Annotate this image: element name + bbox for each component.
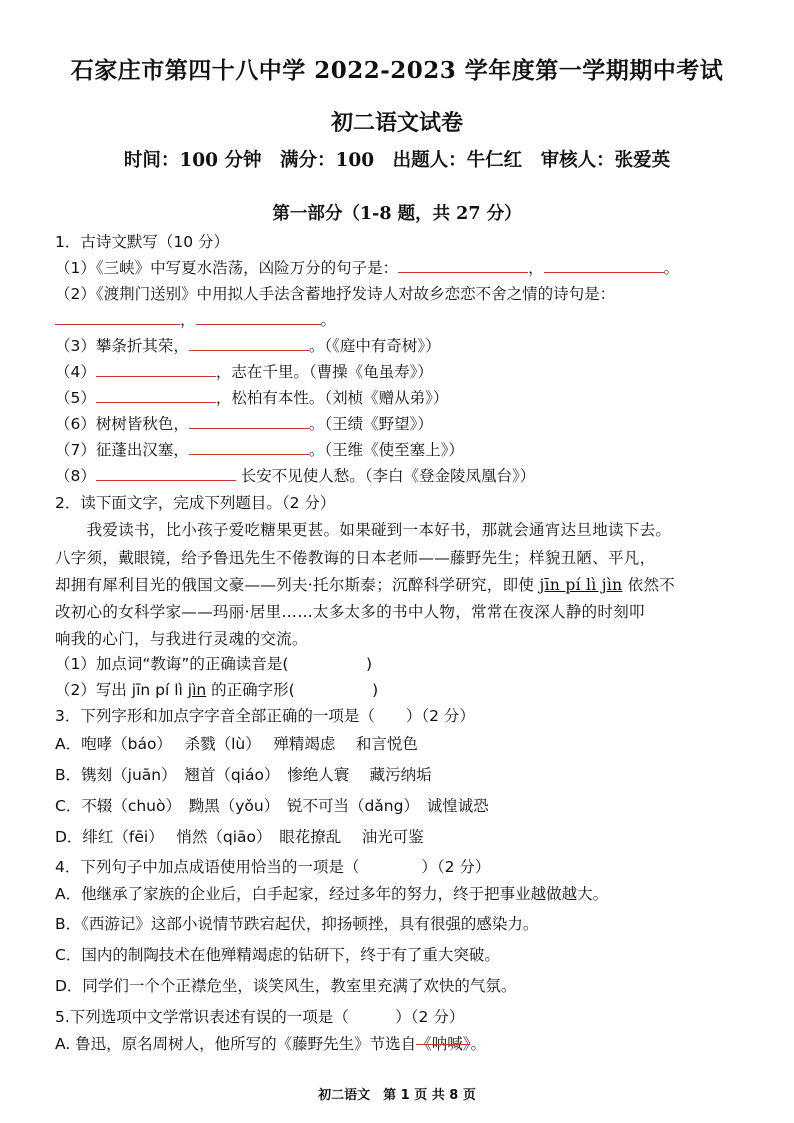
q2-passage-line-1: 我爱读书，比小孩子爱吃糖果更甚。如果碰到一本好书，那就会通宵达旦地读下去。 [55,521,672,539]
q4-option-a[interactable]: A．他继承了家族的企业后，白手起家，经过多年的努力，终于把事业越做越大。 [55,885,609,903]
answer-blank[interactable] [196,311,321,325]
q4-option-c[interactable]: C．国内的制陶技术在他殚精竭虑的钻研下，终于有了重大突破。 [55,946,500,964]
q2-passage-line-4: 改初心的女科学家——玛丽·居里……太多太多的书中人物，常常在夜深人静的时刻叩 [55,603,645,621]
q1-item-1-text: （1）《三峡》中写夏水浩荡，凶险万分的句子是： [55,259,399,277]
q2-passage-line-3 [55,573,675,595]
q1-item-8-num: （8） [55,467,96,485]
answer-blank[interactable] [544,259,664,273]
q1-item-6-text: （6）树树皆秋色， [55,415,189,433]
q1-item-7 [55,438,464,460]
q5-heading: 5.下列选项中文学常识表述有误的一项是（ ）（2 分） [55,1008,465,1026]
q2-sub-2 [55,678,378,700]
exam-meta: 时间：100 分钟 满分：100 出题人：牛仁红 审核人：张爱英 [123,150,671,171]
q1-item-5-num: （5） [55,389,96,407]
q1-item-7-text: （7）征蓬出汉塞， [55,441,189,459]
answer-blank[interactable] [398,259,528,273]
struck-book-title: 《呐喊》 [416,1035,471,1053]
q1-item-5-text: ，松柏有本性。（刘桢《赠从弟》） [215,389,449,407]
answer-blank[interactable] [189,415,309,429]
answer-blank[interactable] [189,337,309,351]
punct: ， [528,259,544,277]
pinyin-underlined: jīn pí lì jìn [539,576,623,594]
q2-passage-line-2: 八字须，戴眼镜，给予鲁迅先生不倦教诲的日本老师——藤野先生；样貌丑陋、平凡， [55,549,656,567]
passage-text: 却拥有犀利目光的俄国文豪——列夫·托尔斯泰；沉醉科学研究，即使 [55,576,540,594]
q1-heading: 1．古诗文默写（10 分） [55,233,230,251]
q3-heading: 3．下列字形和加点字字音全部正确的一项是（ ）（2 分） [55,707,475,725]
q5-option-a-text: A. 鲁迅，原名周树人，他所写的《藤野先生》节选自 [55,1035,417,1053]
page-footer: 初二语文 第 1 页 共 8 页 [318,1088,476,1103]
q1-item-3-source: 。（《庭中有奇树》） [308,337,441,355]
q2-sub-1: （1）加点词“教诲”的正确读音是( ) [55,655,373,673]
passage-text: 依然不 [622,576,676,594]
q2-sub-2-text: （2）写出 jīn pí lì [55,681,188,699]
q1-item-6 [55,412,433,434]
q1-item-4 [55,360,433,382]
q4-option-b[interactable]: B．《西游记》这部小说情节跌宕起伏，抑扬顿挫，具有很强的感染力。 [55,915,539,933]
q1-item-2-blanks [55,308,336,330]
q5-option-a[interactable] [55,1032,486,1054]
q2-passage-line-5: 响我的心门，与我进行灵魂的交流。 [55,630,308,648]
punct: 。 [320,311,337,329]
answer-blank[interactable] [96,389,216,403]
q1-item-6-source: 。（王绩《野望》） [308,415,433,433]
exam-title: 石家庄市第四十八中学 2022-2023 学年度第一学期期中考试 [70,57,724,84]
part-heading: 第一部分（1-8 题，共 27 分） [272,204,522,224]
q1-item-2: （2）《渡荆门送别》中用拟人手法含蓄地抒发诗人对故乡恋恋不舍之情的诗句是： [55,285,616,303]
punct: ， [180,311,196,329]
q3-option-d[interactable]: D．绯红（fēi） 悄然（qiāo） 眼花撩乱 油光可鉴 [55,828,424,846]
q1-item-7-source: 。（王维《使至塞上》） [308,441,464,459]
q4-heading: 4．下列句子中加点成语使用恰当的一项是（ ）（2 分） [55,858,491,876]
q3-option-c[interactable]: C．不辍（chuò） 黝黑（yǒu） 锐不可当（dǎng） 诚惶诚恐 [55,797,489,815]
q3-option-b[interactable]: B．镌刻（juān） 翘首（qiáo） 惨绝人寰 藏污纳垢 [55,766,432,784]
punct: 。 [663,259,680,277]
q1-item-5 [55,386,448,408]
q1-item-8 [55,464,535,486]
q2-heading: 2．读下面文字，完成下列题目。（2 分） [55,494,336,512]
q2-sub-2-text: 的正确字形( ) [206,681,379,699]
answer-blank[interactable] [55,311,180,325]
answer-blank[interactable] [189,441,309,455]
exam-subtitle: 初二语文试卷 [330,110,463,136]
q1-item-3 [55,334,441,356]
q1-item-3-text: （3）攀条折其荣， [55,337,189,355]
q1-item-8-text: 长安不见使人愁。（李白《登金陵凤凰台》） [235,467,536,485]
answer-blank[interactable] [96,363,216,377]
q3-option-a[interactable]: A．咆哮（báo） 杀戮（lù） 殚精竭虑 和言悦色 [55,735,418,753]
q1-item-4-text: ，志在千里。（曹操《龟虽寿》） [215,363,433,381]
q1-item-4-num: （4） [55,363,96,381]
q4-option-d[interactable]: D．同学们一个个正襟危坐，谈笑风生，教室里充满了欢快的气氛。 [55,977,517,995]
punct: 。 [470,1035,486,1053]
pinyin-underlined: jìn [187,681,207,699]
q1-item-1 [55,256,679,278]
answer-blank[interactable] [96,467,236,481]
